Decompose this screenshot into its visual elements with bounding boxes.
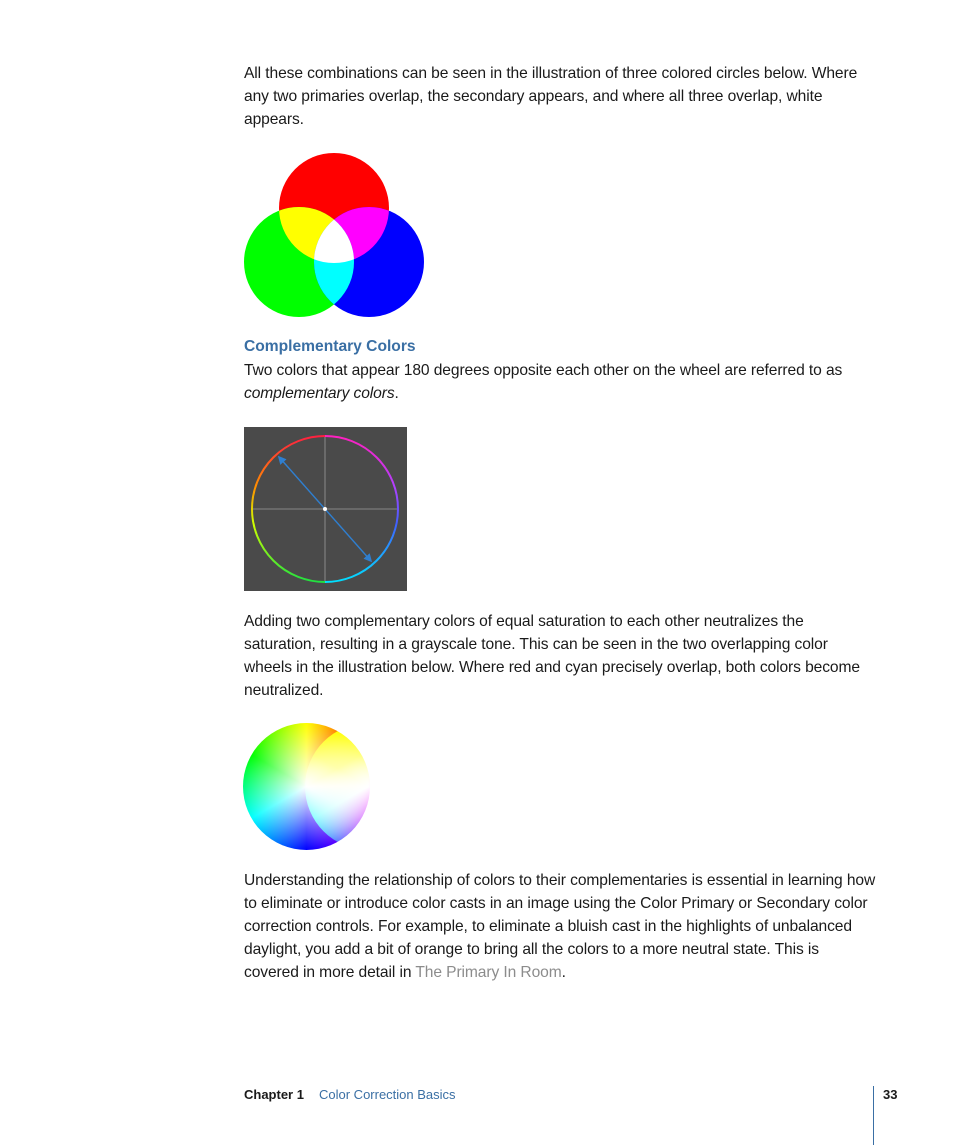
text-span: .	[394, 385, 399, 402]
emphasis-term: complementary colors	[244, 385, 395, 402]
section-heading: Complementary Colors	[244, 338, 416, 355]
overlapping-color-wheels-figure	[243, 723, 432, 850]
center-point	[323, 507, 327, 511]
text-span: Two colors that appear 180 degrees opposite each other on the wheel are referred to as	[244, 362, 843, 379]
color-wheel-right	[305, 723, 432, 850]
footer-divider	[873, 1086, 874, 1145]
text-span: Understanding the relationship of colors to their complementaries is essential in learning how to eliminate or introduce color casts in an image using the Color Primary or Secondary color correction controls. For example, to eliminate a bluish cast in the highlights of unbalanced daylight, you add a bit of orange to bring all the colors to a more neutral state. This is covered in more detail in	[244, 872, 876, 981]
rgb-overlapping-circles-figure	[243, 152, 427, 318]
footer-chapter-title[interactable]: Color Correction Basics	[319, 1087, 456, 1102]
footer-chapter-label: Chapter 1	[244, 1087, 304, 1102]
page-number: 33	[883, 1087, 898, 1102]
text-span: .	[561, 964, 566, 981]
vectorscope-figure	[244, 427, 407, 591]
complementaries-paragraph	[244, 869, 876, 984]
neutralize-paragraph: Adding two complementary colors of equal saturation to each other neutralizes the saturation, resulting in a grayscale tone. This can be seen in the two overlapping color wheels in the illustration below. Where red and cyan precisely overlap, both colors become neutralized.	[244, 613, 860, 699]
intro-paragraph: All these combinations can be seen in the illustration of three colored circles below. Where any two primaries overlap, the secondary appears, and where all three overlap, white appears.	[244, 65, 858, 128]
complementary-paragraph	[244, 359, 876, 405]
primary-in-room-link[interactable]: The Primary In Room	[415, 964, 562, 981]
